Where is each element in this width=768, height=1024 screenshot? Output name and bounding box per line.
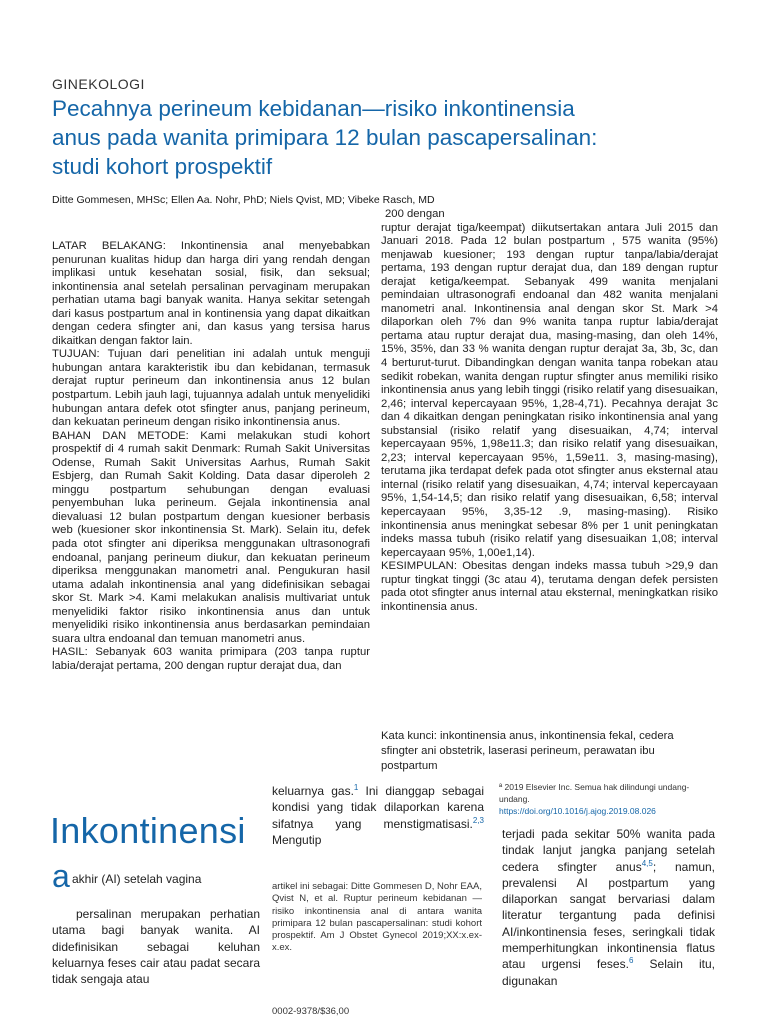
reference-marker[interactable]: 6 [628,956,634,966]
col3-text-a: terjadi pada sekitar 50% wanita pada tindak lanjut jangka panjang setelah cedera sfingter anus [502,827,715,874]
abstract-results-start: HASIL: Sebanyak 603 wanita primipara (203 tanpa ruptur labia/derajat pertama, 200 dengan ruptur derajat dua, dan [52,646,370,672]
reference-marker[interactable]: 4,5 [641,858,653,868]
drop-cap: a [52,858,70,894]
abstract-right-column [381,208,718,614]
abstract-conclusion: KESIMPULAN: Obesitas dengan indeks massa tubuh >29,9 dan ruptur tingkat tinggi (3c atau 4), terutama dengan defek persisten pada otot sfingter anus internal atau eksternal, meningkatkan risiko inkontinensia anus. [381,560,718,613]
opening-word: Inkontinensi [50,810,246,851]
doi-link[interactable]: https://doi.org/10.1016/j.ajog.2019.08.026 [499,806,656,816]
copyright-notice [499,781,709,817]
reference-marker[interactable]: 2,3 [472,815,484,825]
col2-text-c: Mengutip [272,832,322,847]
abstract-background: LATAR BELAKANG: Inkontinensia anal menyebabkan penurunan kualitas hidup dan harga diri yang rendah dengan implikasi untuk kesehatan sosial, fisik, dan seksual; inkontinensia anal setelah persalinan pervaginam merupakan perhatian utama bagi banyak wanita. Hanya sekitar setengah dari kasus postpartum anal in kontinensia yang dapat dikaitkan dengan cedera sfingter ani, dan kasus yang tersisa harus dikaitkan dengan faktor lain. [52,240,370,347]
reference-marker[interactable]: 1 [353,783,359,792]
body-column-2 [272,783,484,848]
col1-text: persalinan merupakan perhatian utama bagi banyak wanita. AI didefinisikan sebagai keluhan keluarnya feses cair atau padat secara tidak sengaja atau [52,907,260,987]
abstract-objective: TUJUAN: Tujuan dari penelitian ini adalah untuk menguji hubungan antara karakteristik ibu dan kebidanan, termasuk derajat ruptur perineum dan inkontinensia anus 12 bulan postpartum. Lebih jauh lagi, tujuannya adalah untuk menyelidiki hubungan antara defek otot sfingter anus, panjang perineum, dan kekuatan perineum dengan risiko inkontinensia anus. [52,348,370,429]
citation-note: artikel ini sebagai: Ditte Gommesen D, Nohr EAA, Qvist N, et al. Ruptur perineum kebidanan — risiko inkontinensia anal di antara wanita primipara 12 bulan pascapersalinan: studi kohort prospektif. Am J Obstet Gynecol 2019;XX:x.ex-x.ex. [272,881,482,954]
keywords: Kata kunci: inkontinensia anus, inkontinensia fekal, cedera sfingter ani obstetrik, laserasi perineum, perawatan ibu postpartum [381,730,674,772]
col3-text-c: Selain itu, digunakan [502,957,715,988]
col3-text-b: ; namun, prevalensi AI postpartum yang dilaporkan sangat bervariasi dalam literatur tergantung pada definisi AI/inkontinensia feses, seringkali tidak memperhitungkan inkontinensia flatus atau urgensi feses. [502,859,716,972]
article-title: Pecahnya perineum kebidanan—risiko inkontinensia anus pada wanita primipara 12 bulan pascapersalinan: studi kohort prospektif [52,96,598,179]
body-column-3 [502,826,715,989]
abstract-methods: BAHAN DAN METODE: Kami melakukan studi kohort prospektif di 4 rumah sakit Denmark: Rumah Sakit Universitas Odense, Rumah Sakit Universitas Aarhus, Rumah Sakit Esbjerg, dan Rumah Sakit Kolding. Data dasar diperoleh 2 minggu postpartum sehubungan dengan evaluasi penyembuhan luka perineum. Gejala inkontinensia anal dievaluasi 12 bulan postpartum dengan kuesioner berbasis web (kuesioner skor inkontinensia St. Mark). Selain itu, defek pada otot sfingter ani diperiksa menggunakan ultrasonografi endoanal, panjang perineum diukur, dan kekuatan perineum diperiksa menggunakan manometri anal. Pengukuran hasil utama adalah inkontinensia anal yang didefinisikan sebagai skor St. Mark >4. Kami melakukan analisis multivariat untuk menyelidiki faktor risiko inkontinensia anus dan untuk menyelidiki risiko inkontinensia anus berdasarkan pemindaian suara ultra endoanal dan temuan manometri anus. [52,429,370,645]
abstract-results-continued: ruptur derajat tiga/keempat) diikutsertakan antara Juli 2015 dan Januari 2018. Pada 12 bulan postpartum , 575 wanita (95%) menjawab kuesioner; 193 dengan ruptur tanpa/labia/derajat pertama, 193 dengan ruptur derajat dua, dan 189 dengan ruptur derajat ketiga/keempat. Sebanyak 499 wanita menjalani pemindaian ultrasonografi endoanal dan 482 wanita menjalani manometri anal. Inkontinensia anal dengan skor St. Mark >4 dilaporkan oleh 7% dan 9% wanita tanpa ruptur labia/derajat pertama atau ruptur derajat dua, masing-masing, dan oleh 14%, 15%, 35%, dan 33 % wanita dengan ruptur derajat 3a, 3b, 3c, dan 4 berturut-turut. Dibandingkan dengan wanita tanpa robekan atau sedikit robekan, wanita dengan ruptur sfingter anus memiliki risiko inkontinensia anus yang lebih tinggi (risiko relatif yang disesuaikan, 2,46; interval kepercayaan 95%, 1,28-4,71). Pecahnya derajat 3c dan 4 dikaitkan dengan peningkatan risiko inkontinensia anal yang substansial (risiko relatif yang disesuaikan, 4,74; interval kepercayaan 95%, 1,98e11.3; dan risiko relatif yang disesuaikan, 2,23; interval kepercayaan 95%, 1,59e11. 3, masing-masing), terutama jika terdapat defek pada otot sfingter anus eksternal atau internal (risiko relatif yang disesuaikan, 4,74; interval kepercayaan 95%, 1,54-14,5; dan risiko relatif yang disesuaikan, 6,58; interval kepercayaan 95%, 3,35-12 .9, masing-masing). Risiko inkontinensia anus meningkat sebesar 8% per 1 unit peningkatan indeks massa tubuh (risiko relatif yang disesuaikan 1,08; interval kepercayaan 95%, 1,00e1,14). [381,221,718,559]
opening-line: akhir (AI) setelah vagina [72,872,202,886]
author-list: Ditte Gommesen, MHSc; Ellen Aa. Nohr, PhD; Niels Qvist, MD; Vibeke Rasch, MD [52,194,435,206]
body-column-1 [52,906,260,987]
abstract-left-column [52,240,370,674]
col2-text-b: Ini dianggap sebagai kondisi yang tidak dilaporkan karena sifatnya yang menstigmatisasi. [272,784,485,831]
abstract-right-top: 200 dengan [385,208,445,220]
copyright-line: ª 2019 Elsevier Inc. Semua hak dilindungi undang-undang. [499,782,690,804]
issn-price: 0002-9378/$36,00 [272,1006,350,1017]
col2-text-a: keluarnya gas. [272,784,354,798]
section-label: GINEKOLOGI [52,76,145,92]
